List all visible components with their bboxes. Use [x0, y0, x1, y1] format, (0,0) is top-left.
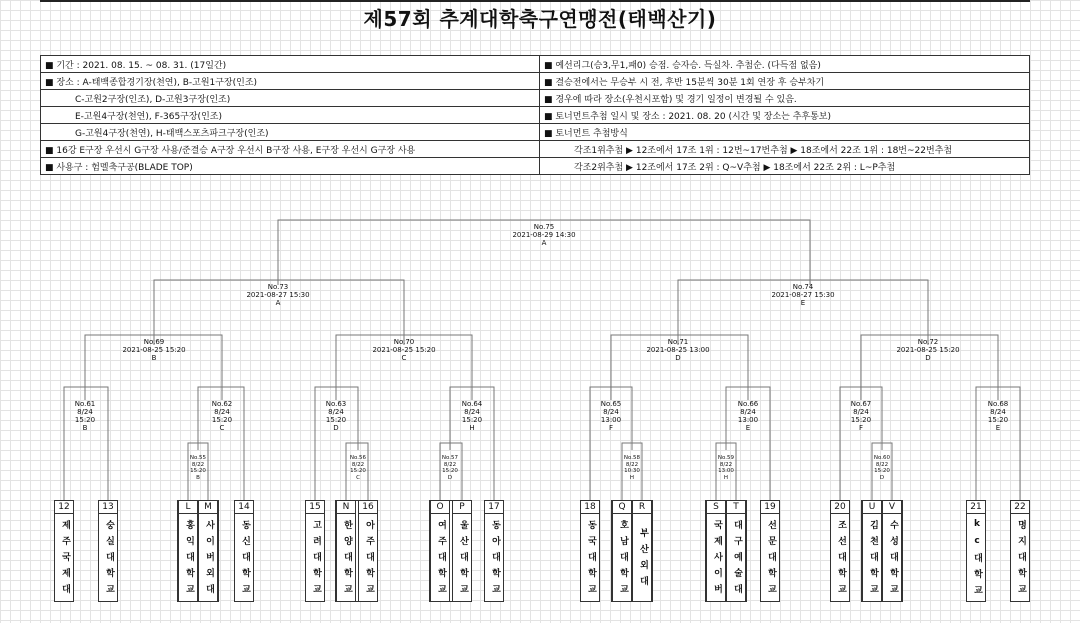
team-seed: T — [727, 501, 745, 514]
info-venue-gh: G-고원4구장(천연), H-태백스포츠파크구장(인조) — [41, 124, 540, 141]
match-date: 8/24 — [214, 408, 230, 416]
match-75 — [512, 223, 575, 247]
match-time: 15:20 — [874, 468, 890, 474]
team-S — [706, 500, 726, 602]
match-venue: F — [858, 424, 864, 432]
team-14 — [234, 500, 254, 602]
match-number: No.74 — [792, 283, 814, 291]
info-draw-second: 각조2위추첨 ▶ 12조에서 17조 2위 : Q~V추첨 ▶ 18조에서 22조 2위 : L~P추첨 — [540, 158, 1030, 175]
info-draw-first: 각조1위추첨 ▶ 12조에서 17조 1위 : 12번~17번추첨 ▶ 18조에서 22조 1위 : 18번~22번추첨 — [540, 141, 1030, 158]
match-number: No.65 — [600, 400, 622, 408]
match-number: No.67 — [850, 400, 872, 408]
info-league-rule: ■ 예선리그(승3,무1,패0) 승점. 승자승. 득실차. 추첨순. (다득점 없음) — [540, 56, 1030, 73]
match-number: No.56 — [349, 455, 367, 461]
team-name: 선문대학교 — [766, 519, 776, 600]
match-date: 8/24 — [77, 408, 93, 416]
info-final-rule: ■ 결승전에서는 무승부 시 전, 후반 15분씩 30분 1회 연장 후 승부차기 — [540, 73, 1030, 90]
match-number: No.63 — [325, 400, 347, 408]
team-name: 명지대학교 — [1016, 519, 1026, 600]
team-seed: Q — [613, 501, 631, 514]
match-73 — [246, 283, 309, 307]
match-venue: C — [219, 424, 225, 432]
team-V — [882, 500, 902, 602]
match-number: No.59 — [717, 455, 735, 461]
match-time: 13:00 — [737, 416, 759, 424]
team-seed: 15 — [306, 501, 324, 514]
page-title: 제57회 추계대학축구연맹전(태백산기) — [363, 7, 717, 31]
match-date: 8/24 — [603, 408, 619, 416]
info-row — [41, 141, 1030, 158]
match-datetime: 2021-08-27 15:30 — [246, 291, 310, 299]
team-name: 아주대학교 — [364, 519, 374, 600]
match-venue: H — [469, 424, 475, 432]
team-12 — [54, 500, 74, 602]
team-seed: V — [883, 501, 901, 514]
match-number: No.71 — [667, 338, 689, 346]
match-time: 15:20 — [325, 416, 347, 424]
match-venue: D — [447, 474, 453, 481]
match-57 — [442, 455, 458, 481]
match-date: 8/22 — [875, 461, 889, 468]
match-venue: A — [541, 239, 547, 247]
match-venue: H — [629, 474, 635, 481]
match-venue: B — [82, 424, 88, 432]
team-seed: 21 — [967, 501, 985, 514]
team-19 — [760, 500, 780, 602]
match-venue: C — [401, 354, 407, 362]
team-name: 호남대학교 — [618, 519, 628, 600]
match-number: No.62 — [211, 400, 233, 408]
info-row — [41, 56, 1030, 73]
match-70 — [372, 338, 435, 362]
match-datetime: 2021-08-29 14:30 — [512, 231, 576, 239]
team-name: 동아대학교 — [490, 519, 500, 600]
match-74 — [771, 283, 834, 307]
match-time: 15:20 — [987, 416, 1009, 424]
info-row — [41, 107, 1030, 124]
team-name: 한양대학교 — [342, 519, 352, 600]
match-72 — [896, 338, 959, 362]
team-seed: 12 — [55, 501, 73, 514]
team-name: 수성대학교 — [888, 519, 898, 600]
info-change-notice: ■ 경우에 따라 장소(우천시포함) 및 경기 일정이 변경될 수 있음. — [540, 90, 1030, 107]
team-seed: P — [453, 501, 471, 514]
team-name: 부산외대 — [638, 527, 648, 592]
match-number: No.57 — [441, 455, 459, 461]
match-64 — [462, 400, 483, 432]
match-58 — [624, 455, 640, 481]
match-venue: D — [879, 474, 885, 481]
info-venue-ef: E-고원4구장(천연), F-365구장(인조) — [41, 107, 540, 124]
match-venue: E — [995, 424, 1001, 432]
match-time: 15:20 — [442, 468, 458, 474]
match-67 — [851, 400, 872, 432]
info-draw-date: ■ 토너먼트추첨 일시 및 장소 : 2021. 08. 20 (시간 및 장소는 추후통보) — [540, 107, 1030, 124]
team-15 — [305, 500, 325, 602]
team-21 — [966, 500, 986, 602]
match-68 — [988, 400, 1009, 432]
team-17 — [484, 500, 504, 602]
match-59 — [718, 455, 734, 481]
match-66 — [738, 400, 759, 432]
info-ball: ■ 사용구 : 험멜축구공(BLADE TOP) — [41, 158, 540, 175]
match-61 — [75, 400, 96, 432]
team-seed: 16 — [359, 501, 377, 514]
match-date: 8/22 — [191, 461, 205, 468]
team-seed: S — [707, 501, 725, 514]
team-name: 국제사이버 — [712, 519, 722, 600]
match-number: No.61 — [74, 400, 96, 408]
team-name: 고려대학교 — [311, 519, 321, 600]
match-71 — [646, 338, 709, 362]
team-R — [632, 500, 652, 602]
match-time: 10:30 — [624, 468, 640, 474]
match-venue: H — [723, 474, 729, 481]
match-date: 8/24 — [853, 408, 869, 416]
match-date: 8/24 — [464, 408, 480, 416]
team-seed: 20 — [831, 501, 849, 514]
match-number: No.73 — [267, 283, 289, 291]
match-venue: E — [745, 424, 751, 432]
team-seed: 13 — [99, 501, 117, 514]
match-venue: F — [608, 424, 614, 432]
match-venue: B — [196, 474, 200, 481]
match-56 — [350, 455, 366, 481]
team-L — [178, 500, 198, 602]
team-seed: O — [431, 501, 449, 514]
info-period: ■ 기간 : 2021. 08. 15. ~ 08. 31. (17일간) — [41, 56, 540, 73]
match-date: 8/24 — [740, 408, 756, 416]
team-seed: R — [633, 501, 651, 514]
match-venue: D — [333, 424, 339, 432]
info-draw-method: ■ 토너먼트 추첨방식 — [540, 124, 1030, 141]
team-seed: M — [199, 501, 217, 514]
team-name: 대구예술대 — [732, 519, 742, 600]
match-62 — [212, 400, 233, 432]
match-number: No.55 — [189, 455, 207, 461]
match-number: No.72 — [917, 338, 939, 346]
team-22 — [1010, 500, 1030, 602]
match-venue: C — [356, 474, 360, 481]
info-row — [41, 90, 1030, 107]
team-U — [862, 500, 882, 602]
info-row — [41, 124, 1030, 141]
match-63 — [326, 400, 347, 432]
team-name: 홍익대학교 — [184, 519, 194, 600]
team-name: 동국대학교 — [586, 519, 596, 600]
info-row — [41, 158, 1030, 175]
match-date: 8/24 — [990, 408, 1006, 416]
match-69 — [122, 338, 185, 362]
info-table — [40, 55, 1030, 175]
team-P — [452, 500, 472, 602]
team-seed: 14 — [235, 501, 253, 514]
match-60 — [874, 455, 890, 481]
team-name: 동신대학교 — [240, 519, 250, 600]
team-name: 제주국제대 — [60, 519, 70, 600]
match-venue: E — [800, 299, 806, 307]
team-N — [336, 500, 356, 602]
team-name: 숭실대학교 — [104, 519, 114, 600]
team-seed: L — [179, 501, 197, 514]
match-datetime: 2021-08-25 13:00 — [646, 346, 710, 354]
info-venue: ■ 장소 : A-태백종합경기장(천연), B-고원1구장(인조) — [41, 73, 540, 90]
team-name: 사이버외대 — [204, 519, 214, 600]
team-M — [198, 500, 218, 602]
match-date: 8/22 — [625, 461, 639, 468]
team-seed: 19 — [761, 501, 779, 514]
match-65 — [601, 400, 622, 432]
match-time: 15:20 — [74, 416, 96, 424]
match-datetime: 2021-08-25 15:20 — [896, 346, 960, 354]
team-18 — [580, 500, 600, 602]
match-time: 15:20 — [461, 416, 483, 424]
team-name: 울산대학교 — [458, 519, 468, 600]
match-number: No.64 — [461, 400, 483, 408]
team-13 — [98, 500, 118, 602]
match-number: No.66 — [737, 400, 759, 408]
match-time: 15:20 — [850, 416, 872, 424]
team-seed: U — [863, 501, 881, 514]
team-seed: 22 — [1011, 501, 1029, 514]
match-number: No.58 — [623, 455, 641, 461]
team-name: 김천대학교 — [868, 519, 878, 600]
match-datetime: 2021-08-25 15:20 — [372, 346, 436, 354]
match-55 — [190, 455, 206, 481]
match-datetime: 2021-08-27 15:30 — [771, 291, 835, 299]
info-venue-cd: C-고원2구장(인조), D-고원3구장(인조) — [41, 90, 540, 107]
top-border — [40, 0, 1030, 2]
match-datetime: 2021-08-25 15:20 — [122, 346, 186, 354]
team-name: 여주대학교 — [436, 519, 446, 600]
team-16 — [358, 500, 378, 602]
match-date: 8/22 — [351, 461, 365, 468]
team-20 — [830, 500, 850, 602]
match-date: 8/22 — [719, 461, 733, 468]
match-date: 8/24 — [328, 408, 344, 416]
match-number: No.70 — [393, 338, 415, 346]
team-name: 조선대학교 — [836, 519, 846, 600]
match-time: 15:20 — [211, 416, 233, 424]
info-venue-usage: ■ 16강 E구장 우선시 G구장 사용/준결승 A구장 우선시 B구장 사용, E구장 우선시 G구장 사용 — [41, 141, 540, 158]
team-seed: 18 — [581, 501, 599, 514]
match-time: 15:20 — [350, 468, 366, 474]
match-number: No.60 — [873, 455, 891, 461]
match-time: 13:00 — [718, 468, 734, 474]
team-seed: N — [337, 501, 355, 514]
team-T — [726, 500, 746, 602]
team-name: kc대학교 — [972, 518, 982, 601]
match-date: 8/22 — [443, 461, 457, 468]
info-row — [41, 73, 1030, 90]
match-venue: B — [151, 354, 157, 362]
match-venue: D — [675, 354, 681, 362]
match-time: 13:00 — [600, 416, 622, 424]
match-number: No.68 — [987, 400, 1009, 408]
team-Q — [612, 500, 632, 602]
team-seed: 17 — [485, 501, 503, 514]
team-O — [430, 500, 450, 602]
match-number: No.75 — [533, 223, 555, 231]
match-time: 15:20 — [190, 468, 206, 474]
match-number: No.69 — [143, 338, 165, 346]
match-venue: D — [925, 354, 931, 362]
match-venue: A — [275, 299, 281, 307]
